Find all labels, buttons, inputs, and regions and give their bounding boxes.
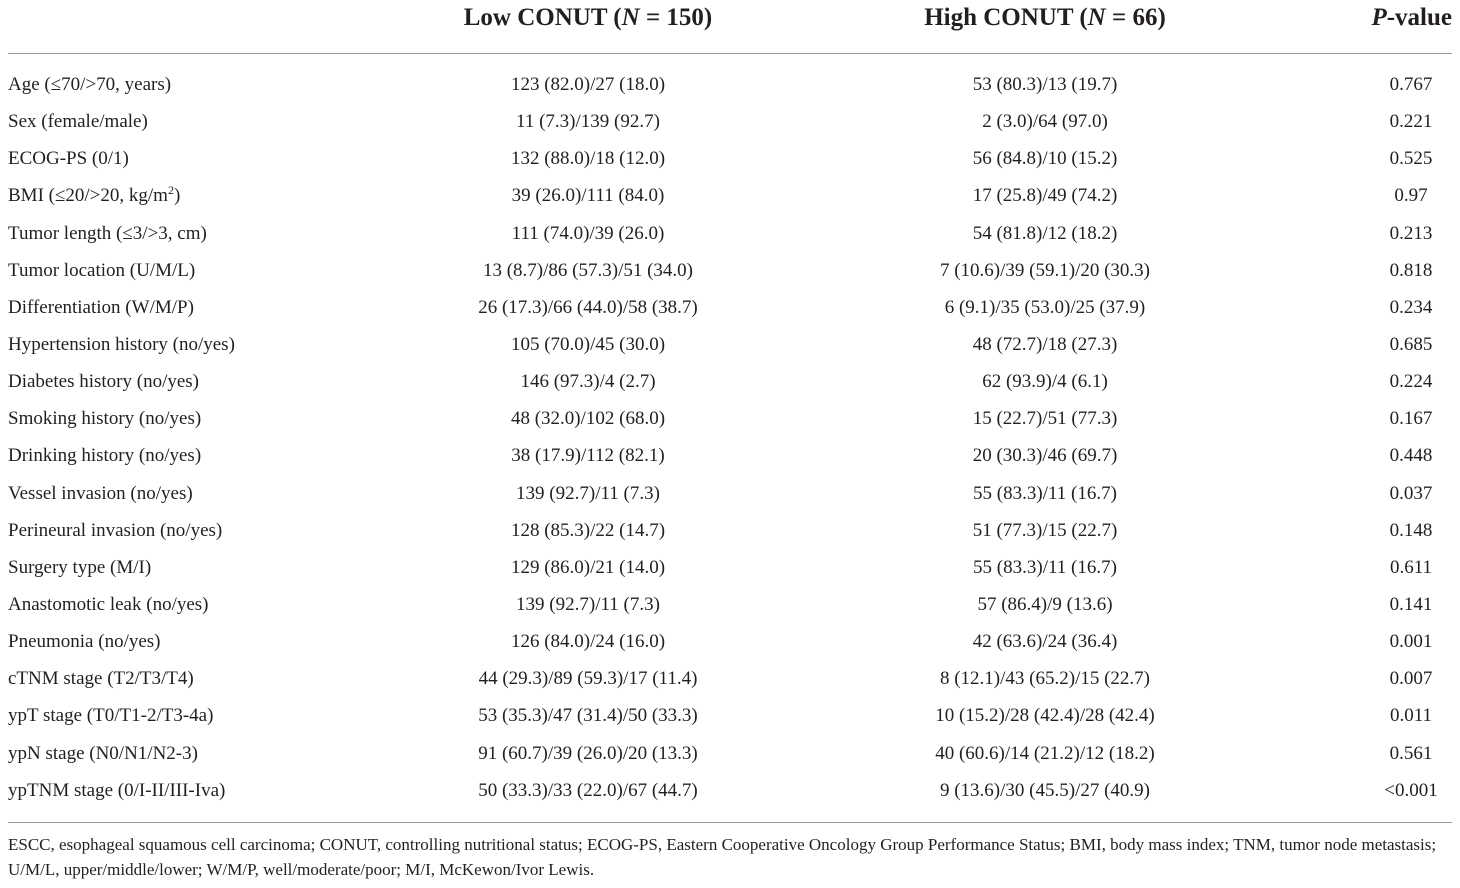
table-row — [0, 512, 1460, 549]
high-conut-cell: 40 (60.6)/14 (21.2)/12 (18.2) — [935, 742, 1155, 764]
high-conut-cell: 42 (63.6)/24 (36.4) — [972, 631, 1118, 653]
variable-cell — [8, 594, 209, 616]
variable-cell — [8, 408, 201, 430]
table-row — [0, 326, 1460, 363]
high-conut-cell: 6 (9.1)/35 (53.0)/25 (37.9) — [944, 296, 1146, 318]
high-conut-cell: 17 (25.8)/49 (74.2) — [972, 185, 1118, 207]
variable-label: Tumor location (U/M/L) — [8, 259, 196, 281]
low-conut-cell: 26 (17.3)/66 (44.0)/58 (38.7) — [478, 296, 698, 318]
p-value-cell: 0.448 — [1389, 445, 1433, 467]
variable-label: Perineural invasion (no/yes) — [8, 519, 223, 541]
header-divider — [8, 53, 1452, 54]
low-conut-cell: 123 (82.0)/27 (18.0) — [510, 74, 666, 95]
variable-label: ypTNM stage (0/I-II/III-Iva) — [8, 779, 226, 801]
variable-cell — [8, 668, 194, 690]
table-row — [0, 549, 1460, 586]
variable-superscript: 2 — [167, 183, 174, 198]
table-row — [0, 215, 1460, 252]
p-value-cell: 0.011 — [1389, 705, 1433, 727]
table-bottom-divider — [8, 822, 1452, 823]
p-value-cell: 0.525 — [1389, 148, 1433, 170]
p-value-cell: 0.767 — [1389, 74, 1433, 95]
table-row — [0, 66, 1460, 103]
p-value-cell: 0.141 — [1389, 593, 1433, 615]
p-value-cell: 0.97 — [1394, 185, 1428, 207]
variable-cell — [8, 74, 171, 96]
table-row — [0, 660, 1460, 697]
variable-label: Drinking history (no/yes) — [8, 445, 202, 467]
high-conut-cell: 62 (93.9)/4 (6.1) — [982, 371, 1108, 393]
high-conut-cell: 7 (10.6)/39 (59.1)/20 (30.3) — [939, 259, 1151, 281]
variable-cell — [8, 631, 161, 653]
table-body — [0, 66, 1460, 809]
p-value-cell: 0.213 — [1389, 222, 1433, 244]
variable-cell — [8, 705, 213, 727]
variable-label: Surgery type (M/I) — [8, 556, 152, 578]
variable-cell — [8, 111, 148, 133]
table-row — [0, 363, 1460, 400]
p-value-cell: 0.001 — [1389, 631, 1433, 653]
high-conut-cell: 20 (30.3)/46 (69.7) — [972, 445, 1118, 467]
table-row — [0, 772, 1460, 809]
p-header-suffix: -value — [1386, 4, 1452, 31]
p-value-cell: <0.001 — [1384, 779, 1438, 801]
low-header-n: N — [621, 4, 640, 31]
p-value-cell: 0.037 — [1389, 482, 1433, 504]
table-row — [0, 400, 1460, 437]
low-conut-cell: 139 (92.7)/11 (7.3) — [516, 593, 660, 615]
table-row — [0, 177, 1460, 214]
p-value-cell: 0.224 — [1389, 371, 1433, 393]
table-row — [0, 586, 1460, 623]
high-conut-cell: 15 (22.7)/51 (77.3) — [972, 408, 1118, 430]
variable-label: Diabetes history (no/yes) — [8, 371, 200, 393]
high-header-n: N — [1087, 4, 1106, 31]
low-conut-cell: 53 (35.3)/47 (31.4)/50 (33.3) — [478, 705, 698, 727]
p-header-italic: P — [1371, 4, 1387, 31]
low-conut-cell: 11 (7.3)/139 (92.7) — [516, 111, 660, 133]
table-row — [0, 103, 1460, 140]
variable-cell — [8, 223, 207, 245]
high-conut-cell: 57 (86.4)/9 (13.6) — [977, 593, 1113, 615]
high-conut-cell: 51 (77.3)/15 (22.7) — [972, 519, 1118, 541]
high-conut-cell: 9 (13.6)/30 (45.5)/27 (40.9) — [939, 779, 1151, 801]
p-value-cell: 0.167 — [1389, 408, 1433, 430]
p-value-cell: 0.685 — [1389, 333, 1433, 355]
variable-cell — [8, 334, 235, 356]
low-conut-cell: 39 (26.0)/111 (84.0) — [511, 185, 665, 207]
low-conut-cell: 111 (74.0)/39 (26.0) — [511, 222, 665, 244]
variable-label: Hypertension history (no/yes) — [8, 333, 235, 355]
variable-label: Tumor length (≤3/>3, cm) — [8, 222, 207, 244]
variable-cell — [8, 557, 151, 579]
low-conut-cell: 105 (70.0)/45 (30.0) — [510, 333, 666, 355]
p-value-cell: 0.611 — [1389, 556, 1433, 578]
low-conut-cell: 139 (92.7)/11 (7.3) — [516, 482, 660, 504]
p-value-cell: 0.007 — [1389, 668, 1433, 690]
variable-label: cTNM stage (T2/T3/T4) — [8, 668, 194, 690]
variable-label: Differentiation (W/M/P) — [8, 296, 194, 318]
variable-label: BMI (≤20/>20, kg/m — [8, 185, 168, 207]
variable-cell — [8, 260, 195, 282]
table-row — [0, 697, 1460, 734]
low-conut-cell: 146 (97.3)/4 (2.7) — [520, 371, 656, 393]
variable-cell — [8, 297, 194, 319]
variable-label: Smoking history (no/yes) — [8, 408, 202, 430]
p-value-cell: 0.221 — [1389, 111, 1433, 133]
high-conut-header — [924, 4, 1166, 32]
variable-cell — [8, 371, 199, 393]
variable-label: Anastomotic leak (no/yes) — [8, 593, 209, 615]
table-row — [0, 140, 1460, 177]
variable-label: Pneumonia (no/yes) — [8, 631, 161, 653]
p-value-header — [1371, 4, 1452, 32]
variable-cell — [8, 185, 180, 207]
high-conut-cell: 10 (15.2)/28 (42.4)/28 (42.4) — [935, 705, 1155, 727]
high-conut-cell: 55 (83.3)/11 (16.7) — [973, 556, 1117, 578]
variable-cell — [8, 148, 129, 170]
low-conut-cell: 128 (85.3)/22 (14.7) — [510, 519, 666, 541]
p-value-cell: 0.561 — [1389, 742, 1433, 764]
low-conut-cell: 126 (84.0)/24 (16.0) — [510, 631, 666, 653]
high-conut-cell: 55 (83.3)/11 (16.7) — [973, 482, 1117, 504]
table-header — [0, 0, 1460, 38]
high-conut-cell: 54 (81.8)/12 (18.2) — [972, 222, 1118, 244]
low-conut-cell: 48 (32.0)/102 (68.0) — [510, 408, 666, 430]
low-conut-cell: 129 (86.0)/21 (14.0) — [510, 556, 666, 578]
variable-label: ECOG-PS (0/1) — [8, 148, 129, 170]
high-conut-cell: 56 (84.8)/10 (15.2) — [972, 148, 1118, 170]
variable-label: ypN stage (N0/N1/N2-3) — [8, 742, 198, 764]
variable-cell — [8, 483, 193, 505]
high-conut-cell: 8 (12.1)/43 (65.2)/15 (22.7) — [939, 668, 1151, 690]
table-row — [0, 475, 1460, 512]
table-row — [0, 252, 1460, 289]
variable-cell — [8, 743, 198, 765]
table-row — [0, 289, 1460, 326]
table-footnote: ESCC, esophageal squamous cell carcinoma; CONUT, controlling nutritional status; ECOG-PS, Eastern Cooperative Oncology Group Performance Status; BMI, body mass index; TNM, tumor node metastasis; U/M/L, upper/middle/lower; W/M/P, well/moderate/poor; M/I, McKewon/Ivor Lewis. — [8, 835, 1437, 879]
p-value-cell: 0.234 — [1389, 296, 1433, 318]
high-conut-cell: 2 (3.0)/64 (97.0) — [982, 111, 1108, 133]
table-row — [0, 735, 1460, 772]
high-conut-cell: 48 (72.7)/18 (27.3) — [972, 333, 1118, 355]
high-conut-cell: 53 (80.3)/13 (19.7) — [972, 74, 1118, 95]
high-header-prefix: High CONUT ( — [924, 4, 1088, 31]
low-header-suffix: = 150) — [639, 4, 713, 31]
variable-label: ypT stage (T0/T1-2/T3-4a) — [8, 705, 214, 727]
variable-label: Sex (female/male) — [8, 111, 148, 133]
p-value-cell: 0.148 — [1389, 519, 1433, 541]
low-conut-cell: 132 (88.0)/18 (12.0) — [510, 148, 666, 170]
low-conut-cell: 38 (17.9)/112 (82.1) — [511, 445, 665, 467]
low-conut-cell: 44 (29.3)/89 (59.3)/17 (11.4) — [478, 668, 698, 690]
variable-label: Age (≤70/>70, years) — [8, 74, 172, 95]
low-conut-cell: 13 (8.7)/86 (57.3)/51 (34.0) — [482, 259, 694, 281]
low-conut-header — [464, 4, 713, 32]
variable-label: Vessel invasion (no/yes) — [8, 482, 193, 504]
high-header-suffix: = 66) — [1105, 4, 1166, 31]
low-conut-cell: 91 (60.7)/39 (26.0)/20 (13.3) — [478, 742, 698, 764]
table-row — [0, 623, 1460, 660]
low-header-prefix: Low CONUT ( — [463, 4, 622, 31]
variable-cell — [8, 780, 225, 802]
table-row — [0, 437, 1460, 474]
p-value-cell: 0.818 — [1389, 259, 1433, 281]
variable-label-tail: ) — [173, 185, 181, 207]
variable-cell — [8, 445, 201, 467]
variable-cell — [8, 520, 222, 542]
low-conut-cell: 50 (33.3)/33 (22.0)/67 (44.7) — [478, 779, 698, 801]
